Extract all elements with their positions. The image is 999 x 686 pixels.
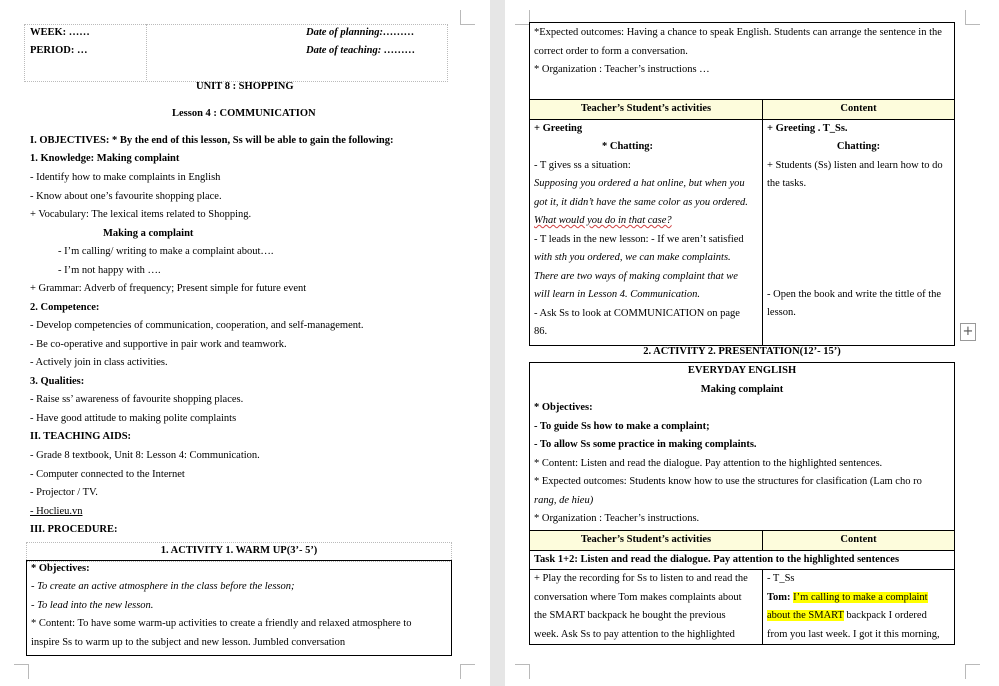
highlighted-sentence: I’m calling to make a complaint [793,591,928,603]
act2-organization: * Organization : Teacher’s instructions. [534,513,700,524]
chatting-content: Chatting: [836,141,881,152]
task-teacher-cell [530,570,763,645]
lesson-title: Lesson 4 : COMMUNICATION [172,108,316,119]
dialogue-text: backpack I ordered [846,610,927,621]
greeting-content: + Greeting . T_Ss. [767,122,848,134]
greeting-label: + Greeting [534,122,583,134]
document-page-right [505,0,999,686]
corner-mark [965,664,980,679]
date-planning: Date of planning:……… [306,27,415,38]
task-content-cell [763,570,955,645]
aids-item: - Projector / TV. [30,487,98,498]
activity1-content-box [26,560,452,656]
act2-expected: * Expected outcomes: Students know how to use the structures for clasification (Lam cho ro [534,476,922,487]
organization-line: * Organization : Teacher’s instructions … [534,64,710,75]
date-teaching: Date of teaching: ……… [306,45,416,56]
teaching-aids-heading: II. TEACHING AIDS: [30,431,132,442]
content-cell [763,119,955,345]
tom-label: Tom: [767,591,791,603]
document-page-left [0,0,490,686]
task-line: week. Ask Ss to pay attention to the highlighted [534,628,735,640]
act2-expected-cont: rang, de hieu) [534,495,594,506]
aids-link-hoclieu[interactable]: - Hoclieu.vn [30,506,83,517]
lead-in-text: with sth you ordered, we can make complaints. [534,252,731,263]
task-table [529,530,955,645]
unit-title: UNIT 8 : SHOPPING [196,81,294,92]
situation-text: Supposing you ordered a hat online, but when you [534,178,745,189]
col-header-teacher: Teacher’s Student’s activities [530,531,763,551]
situation-line: - T gives ss a situation: [534,159,631,171]
expected-outcomes-line: correct order to form a conversation. [534,46,688,57]
teacher-activities-cell [530,119,763,345]
act1-content: inspire Ss to warm up to the subject and new lesson. Jumbled conversation [31,637,346,648]
lead-in-text: There are two ways of making complaint that we [534,270,738,282]
corner-mark [965,10,980,25]
task-line: conversation where Tom makes complaints about [534,591,742,603]
structure-item: - I’m not happy with …. [58,265,161,276]
structure-item: - I’m calling/ writing to make a complaint about…. [58,246,274,257]
act2-content: * Content: Listen and read the dialogue. Pay attention to the highlighted sentences. [534,458,883,469]
act2-objectives: * Objectives: [534,402,593,413]
objectives-heading: I. OBJECTIVES: * By the end of this lesson, Ss will be able to gain the following: [30,135,394,146]
add-row-button[interactable]: + [960,323,976,341]
open-book-line: lesson. [767,307,796,318]
qualities-item: - Have good attitude to making polite complaints [30,413,237,424]
students-listen: + Students (Ss) listen and learn how to do [767,159,943,171]
activity1-title-box [26,542,452,562]
act1-line: - To create an active atmosphere in the class before the lesson; [31,581,295,592]
corner-mark [515,664,530,679]
qualities-heading: 3. Qualities: [30,376,85,387]
corner-mark [460,664,475,679]
highlighted-sentence: about the SMART [767,610,844,621]
col-header-teacher: Teacher’s Student’s activities [530,100,763,120]
ask-line: 86. [534,326,548,337]
act2-objective-item: - To guide Ss how to make a complaint; [534,421,710,432]
lead-in-line: - T leads in the new lesson: - If we aren’t satisfied [534,233,744,245]
col-header-content: Content [763,100,955,120]
activity2-box [529,362,955,531]
header-divider [146,24,147,80]
open-book-line: - Open the book and write the tittle of the [767,288,942,300]
corner-mark [14,664,29,679]
act1-line: - To lead into the new lesson. [31,600,154,611]
activity-table [529,99,955,346]
knowledge-heading: 1. Knowledge: Making complaint [30,153,180,164]
week-label: WEEK: …… [30,27,90,38]
task-t-ss: - T_Ss [767,573,795,584]
lead-in-text: will learn in Lesson 4. Communication. [534,289,700,300]
col-header-content: Content [763,531,955,551]
task-title: Task 1+2: Listen and read the dialogue. Pay attention to the highlighted sentences [530,550,955,570]
everyday-english: EVERYDAY ENGLISH [687,365,797,376]
procedure-heading: III. PROCEDURE: [30,524,118,535]
knowledge-item: - Know about one’s favourite shopping place. [30,191,222,202]
act1-content: * Content: To have some warm-up activities to create a friendly and relaxed atmosphere to [31,618,412,629]
activity1-title: 1. ACTIVITY 1. WARM UP(3’- 5’) [160,545,318,556]
expected-outcomes-line: *Expected outcomes: Having a chance to speak English. Students can arrange the sentence in the [534,27,942,38]
corner-mark [515,10,530,25]
expected-outcomes-box [529,22,955,100]
grammar-line: + Grammar: Adverb of frequency; Present simple for future event [30,283,307,294]
competence-item: - Actively join in class activities. [30,357,168,368]
task-line: the SMART backpack he bought the previous [534,610,726,621]
situation-question: What would you do in that case? [534,215,672,226]
aids-item: - Grade 8 textbook, Unit 8: Lesson 4: Communication. [30,450,260,461]
chatting-label: * Chatting: [602,141,654,152]
making-complaint-title: Making complaint [700,384,784,395]
act1-objectives: * Objectives: [31,563,90,574]
competence-heading: 2. Competence: [30,302,100,313]
ask-line: - Ask Ss to look at COMMUNICATION on page [534,307,740,319]
spacer [767,194,950,286]
period-label: PERIOD: … [30,45,88,56]
situation-text: got it, it didn’t have the same color as you ordered. [534,196,748,208]
aids-item: - Computer connected to the Internet [30,469,185,480]
knowledge-item: - Identify how to make complaints in English [30,172,221,183]
competence-item: - Be co-operative and supportive in pair work and teamwork. [30,339,287,350]
task-line: + Play the recording for Ss to listen to and read the [534,573,748,584]
making-complaint-heading: Making a complaint [103,228,194,239]
competence-item: - Develop competencies of communication, cooperation, and self-management. [30,320,364,331]
qualities-item: - Raise ss’ awareness of favourite shopping places. [30,394,244,405]
act2-objective-item: - To allow Ss some practice in making complaints. [534,439,757,450]
corner-mark [460,10,475,25]
activity2-title: 2. ACTIVITY 2. PRESENTATION(12’- 15’) [643,346,841,357]
students-listen: the tasks. [767,178,807,189]
vocabulary-line: + Vocabulary: The lexical items related to Shopping. [30,209,252,220]
dialogue-text: from you last week. I got it this morning, [767,628,940,640]
